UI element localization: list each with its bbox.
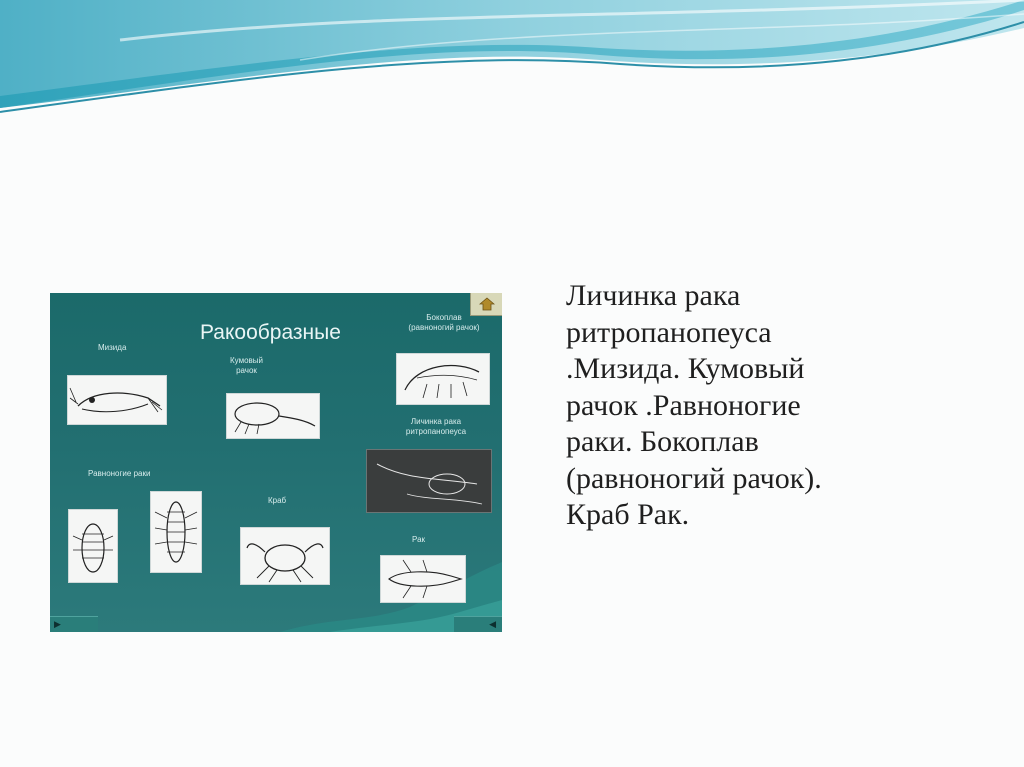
- prev-arrow-icon: ◀: [489, 619, 496, 629]
- cumacean-image: [226, 393, 320, 439]
- crayfish-image: [380, 555, 466, 603]
- slide-title: Ракообразные: [200, 321, 341, 344]
- label-cumacean: Кумовый рачок: [230, 356, 263, 375]
- isopod-image-1: [68, 509, 118, 583]
- larva-image: [366, 449, 492, 513]
- header-wave-decoration: [0, 0, 1024, 120]
- next-slide-button[interactable]: [50, 616, 98, 632]
- label-amphipod: Бокоплав (равноногий рачок): [408, 313, 480, 332]
- mysid-image: [67, 375, 167, 425]
- isopod-image-2: [150, 491, 202, 573]
- crustaceans-slide-image: [50, 293, 502, 632]
- label-mysid: Мизида: [98, 343, 127, 352]
- home-icon: [479, 297, 495, 311]
- label-larva: Личинка рака ритропанопеуса: [405, 417, 467, 436]
- crab-image: [240, 527, 330, 585]
- amphipod-image: [396, 353, 490, 405]
- prev-slide-button[interactable]: [454, 616, 502, 632]
- next-arrow-icon: ▶: [54, 619, 61, 629]
- label-crab: Краб: [268, 496, 287, 505]
- caption-text: Личинка рака ритропанопеуса .Мизида. Кумовый рачок .Равноногие раки. Бокоплав (равноногий рачок). Краб Рак.: [566, 279, 822, 531]
- label-isopods: Равноногие раки: [88, 469, 151, 478]
- label-crayfish: Рак: [412, 535, 426, 544]
